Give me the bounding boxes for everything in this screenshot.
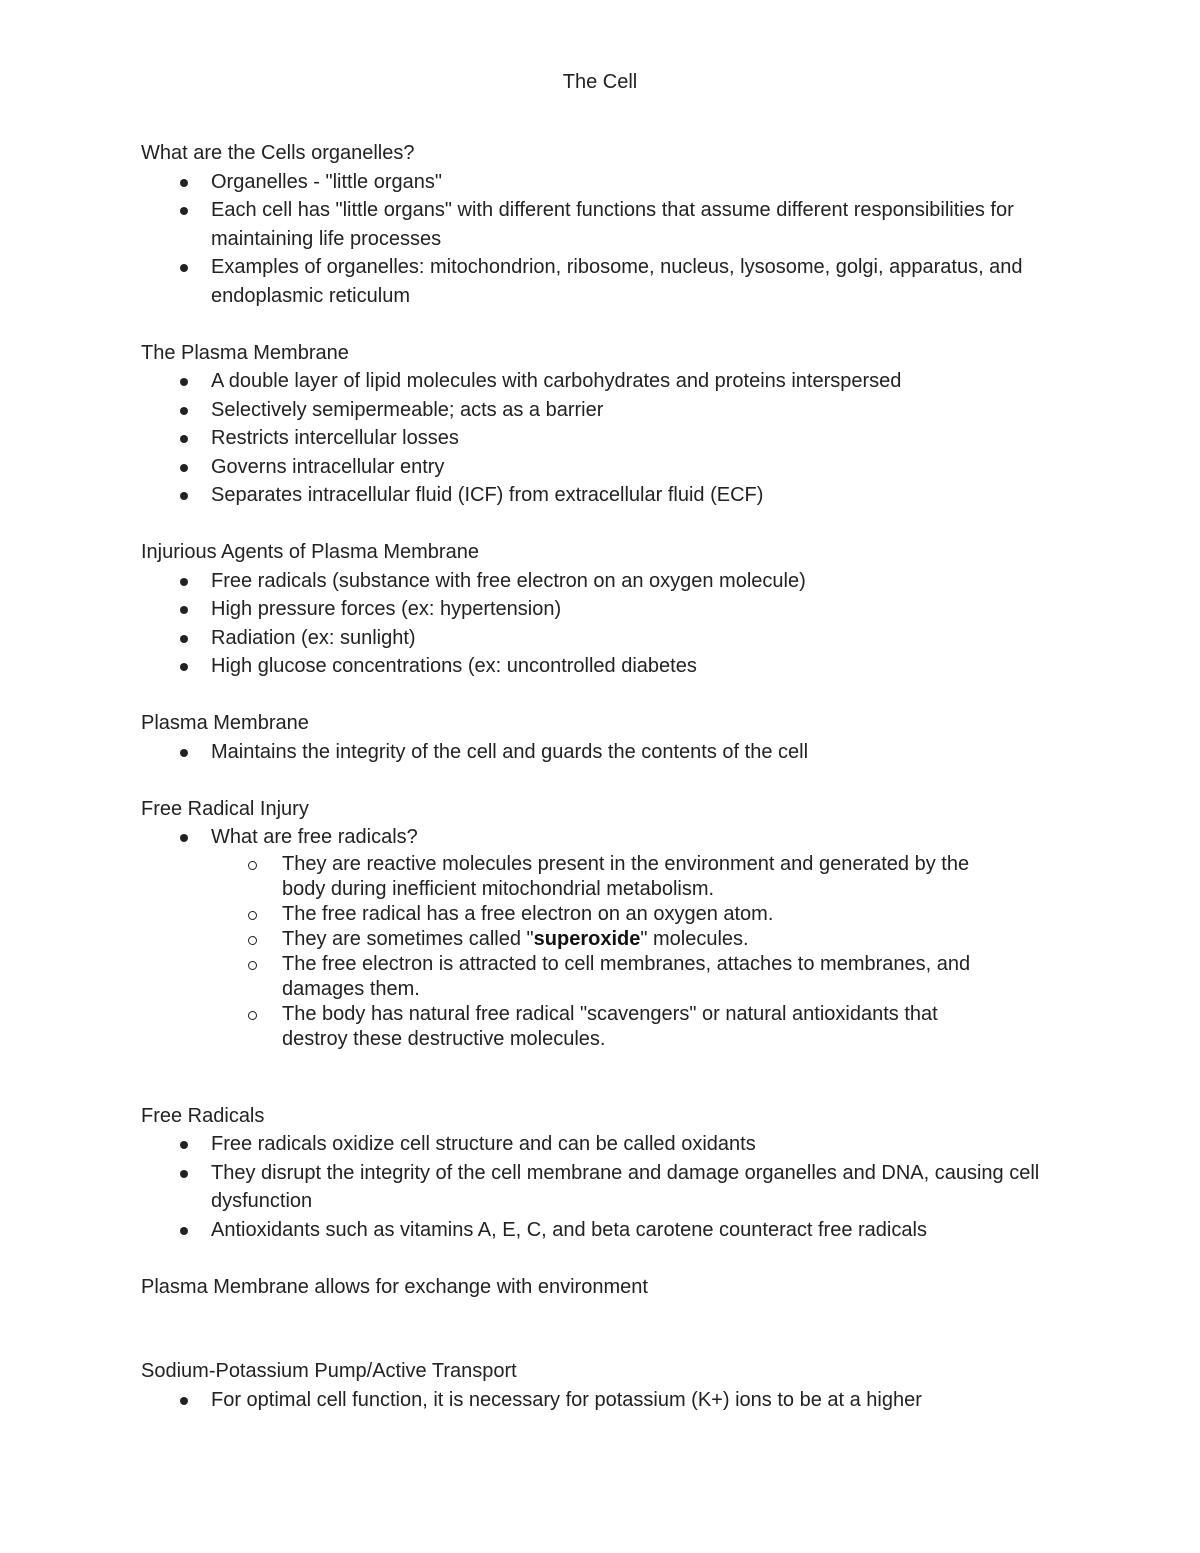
section-free-radical-injury xyxy=(141,795,1061,1052)
list-item: Restricts intercellular losses xyxy=(141,424,1061,453)
list-item: Organelles - "little organs" xyxy=(141,168,1061,197)
sub-list-item: The body has natural free radical "scavengers" or natural antioxidants that destroy these destructive molecules. xyxy=(211,1002,992,1052)
bold-term: superoxide xyxy=(533,927,641,950)
sub-list-item: They are reactive molecules present in the environment and generated by the body during inefficient mitochondrial metabolism. xyxy=(211,852,992,902)
bullet-icon xyxy=(180,407,188,415)
bullet-icon xyxy=(180,635,188,643)
list-item: Each cell has "little organs" with different functions that assume different responsibilities for maintaining life processes xyxy=(141,196,1061,253)
list-item: Maintains the integrity of the cell and guards the contents of the cell xyxy=(141,738,1061,767)
sub-list-item: The free radical has a free electron on an oxygen atom. xyxy=(211,902,992,927)
section-heading: Sodium-Potassium Pump/Active Transport xyxy=(141,1360,517,1382)
bullet-icon xyxy=(180,435,188,443)
list-item: They disrupt the integrity of the cell membrane and damage organelles and DNA, causing cell dysfunction xyxy=(141,1159,1061,1216)
document-title: The Cell xyxy=(562,71,638,93)
document-body xyxy=(141,139,1061,1414)
bullet-icon xyxy=(180,207,188,215)
hollow-bullet-icon xyxy=(248,911,257,920)
hollow-bullet-icon xyxy=(248,961,257,970)
section-heading: Injurious Agents of Plasma Membrane xyxy=(141,541,479,563)
bullet-icon xyxy=(180,179,188,187)
list-item: Selectively semipermeable; acts as a barrier xyxy=(141,396,1061,425)
section-sodium-potassium xyxy=(141,1357,1061,1414)
bullet-list xyxy=(141,1130,1061,1244)
bullet-list xyxy=(141,738,1061,767)
bullet-icon xyxy=(180,1397,188,1405)
list-item: Antioxidants such as vitamins A, E, C, and beta carotene counteract free radicals xyxy=(141,1216,1061,1245)
bullet-list xyxy=(141,1386,1061,1415)
hollow-bullet-icon xyxy=(248,1011,257,1020)
bullet-list xyxy=(141,567,1061,681)
bullet-icon xyxy=(180,264,188,272)
bullet-icon xyxy=(180,606,188,614)
section-organelles xyxy=(141,139,1061,310)
bullet-icon xyxy=(180,1141,188,1149)
list-item: Free radicals oxidize cell structure and can be called oxidants xyxy=(141,1130,1061,1159)
bullet-icon xyxy=(180,378,188,386)
list-item: High glucose concentrations (ex: uncontrolled diabetes xyxy=(141,652,1061,681)
bullet-icon xyxy=(180,1170,188,1178)
section-exchange xyxy=(141,1273,1061,1302)
section-injurious-agents xyxy=(141,538,1061,681)
bullet-icon xyxy=(180,578,188,586)
section-free-radicals xyxy=(141,1102,1061,1245)
bullet-list xyxy=(141,367,1061,510)
list-item: Governs intracellular entry xyxy=(141,453,1061,482)
hollow-bullet-icon xyxy=(248,861,257,870)
section-heading: Plasma Membrane xyxy=(141,712,309,734)
sub-bullet-list xyxy=(211,852,1061,1052)
sub-list-item: The free electron is attracted to cell membranes, attaches to membranes, and damages them. xyxy=(211,952,992,1002)
list-item: High pressure forces (ex: hypertension) xyxy=(141,595,1061,624)
list-item: Examples of organelles: mitochondrion, ribosome, nucleus, lysosome, golgi, apparatus, and endoplasmic reticulum xyxy=(141,253,1061,310)
bullet-icon xyxy=(180,492,188,500)
bullet-icon xyxy=(180,834,188,842)
bullet-icon xyxy=(180,749,188,757)
bullet-icon xyxy=(180,1227,188,1235)
section-heading: Free Radical Injury xyxy=(141,797,309,820)
sub-list-item: They are sometimes called "superoxide" molecules. xyxy=(211,927,992,952)
bullet-list xyxy=(141,168,1061,311)
section-plasma-membrane-integrity xyxy=(141,709,1061,766)
bullet-icon xyxy=(180,464,188,472)
hollow-bullet-icon xyxy=(248,936,257,945)
list-item: A double layer of lipid molecules with carbohydrates and proteins interspersed xyxy=(141,367,1061,396)
section-heading: What are the Cells organelles? xyxy=(141,142,415,164)
bullet-list xyxy=(141,823,1061,1052)
list-item: Radiation (ex: sunlight) xyxy=(141,624,1061,653)
list-item: Free radicals (substance with free electron on an oxygen molecule) xyxy=(141,567,1061,596)
list-item: For optimal cell function, it is necessary for potassium (K+) ions to be at a higher xyxy=(141,1386,1061,1415)
section-heading: Plasma Membrane allows for exchange with environment xyxy=(141,1275,648,1298)
section-plasma-membrane xyxy=(141,339,1061,510)
list-item: What are free radicals? They are reactive molecules present in the environment and generated by the body during inefficient mitochondrial metabolism. The free radical has a free electron on an oxygen atom. They are sometimes called "superoxide" molecules. The free electron is attracted to cell membranes, attaches to membranes, and damages them. The body has natural free radical "scavengers" or natural antioxidants that destroy these destructive molecules. xyxy=(141,823,1061,1052)
list-item: Separates intracellular fluid (ICF) from extracellular fluid (ECF) xyxy=(141,481,1061,510)
bullet-icon xyxy=(180,663,188,671)
section-heading: The Plasma Membrane xyxy=(141,341,349,364)
section-heading: Free Radicals xyxy=(141,1104,265,1127)
